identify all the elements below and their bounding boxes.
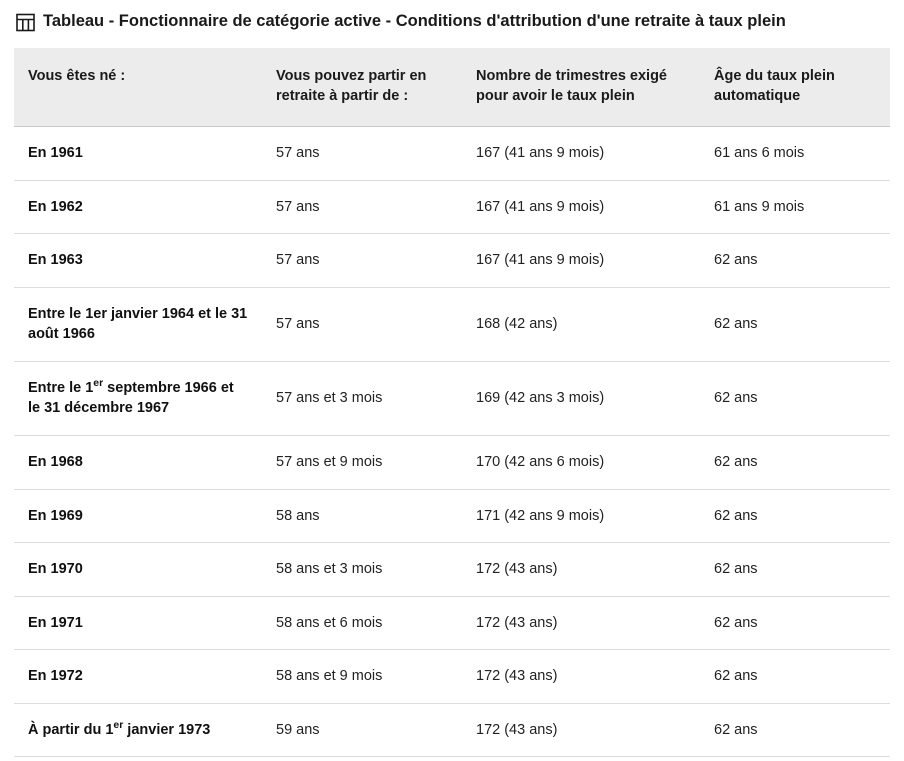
cell-quarters-required: 167 (41 ans 9 mois) bbox=[462, 180, 700, 234]
cell-departure-age: 58 ans bbox=[262, 489, 462, 543]
cell-automatic-full-rate-age: 62 ans bbox=[700, 234, 890, 288]
cell-departure-age: 57 ans et 9 mois bbox=[262, 435, 462, 489]
cell-automatic-full-rate-age: 62 ans bbox=[700, 596, 890, 650]
cell-birth: Entre le 1er janvier 1964 et le 31 août 1966 bbox=[14, 287, 262, 361]
cell-quarters-required: 167 (41 ans 9 mois) bbox=[462, 126, 700, 180]
cell-quarters-required: 169 (42 ans 3 mois) bbox=[462, 361, 700, 435]
cell-departure-age: 57 ans bbox=[262, 180, 462, 234]
cell-departure-age: 58 ans et 3 mois bbox=[262, 543, 462, 597]
cell-departure-age: 57 ans bbox=[262, 234, 462, 288]
cell-birth: En 1972 bbox=[14, 650, 262, 704]
cell-automatic-full-rate-age: 62 ans bbox=[700, 361, 890, 435]
cell-quarters-required: 167 (41 ans 9 mois) bbox=[462, 234, 700, 288]
cell-automatic-full-rate-age: 62 ans bbox=[700, 489, 890, 543]
table-row bbox=[14, 234, 890, 288]
table-row bbox=[14, 126, 890, 180]
cell-quarters-required: 172 (43 ans) bbox=[462, 596, 700, 650]
table-row bbox=[14, 543, 890, 597]
cell-automatic-full-rate-age: 62 ans bbox=[700, 703, 890, 757]
table-body bbox=[14, 126, 890, 757]
cell-birth: Entre le 1er septembre 1966 et le 31 décembre 1967 bbox=[14, 361, 262, 435]
cell-birth: En 1961 bbox=[14, 126, 262, 180]
table-header bbox=[14, 48, 890, 127]
column-header-automatic-full-rate-age: Âge du taux plein automatique bbox=[700, 48, 890, 127]
cell-automatic-full-rate-age: 62 ans bbox=[700, 650, 890, 704]
table-header-row bbox=[14, 48, 890, 127]
column-header-quarters-required: Nombre de trimestres exigé pour avoir le taux plein bbox=[462, 48, 700, 127]
cell-automatic-full-rate-age: 62 ans bbox=[700, 287, 890, 361]
table-caption-text: Tableau - Fonctionnaire de catégorie active - Conditions d'attribution d'une retraite à taux plein bbox=[43, 12, 786, 30]
cell-automatic-full-rate-age: 62 ans bbox=[700, 435, 890, 489]
table-row bbox=[14, 650, 890, 704]
table-row bbox=[14, 287, 890, 361]
table-row bbox=[14, 489, 890, 543]
cell-birth: En 1962 bbox=[14, 180, 262, 234]
cell-automatic-full-rate-age: 62 ans bbox=[700, 543, 890, 597]
table-caption bbox=[14, 8, 890, 34]
cell-departure-age: 57 ans bbox=[262, 287, 462, 361]
cell-departure-age: 58 ans et 9 mois bbox=[262, 650, 462, 704]
table-row bbox=[14, 703, 890, 757]
column-header-birth: Vous êtes né : bbox=[14, 48, 262, 127]
table-row bbox=[14, 361, 890, 435]
cell-automatic-full-rate-age: 61 ans 6 mois bbox=[700, 126, 890, 180]
table-row bbox=[14, 180, 890, 234]
cell-birth: En 1969 bbox=[14, 489, 262, 543]
cell-birth: En 1970 bbox=[14, 543, 262, 597]
cell-birth: À partir du 1er janvier 1973 bbox=[14, 703, 262, 757]
cell-quarters-required: 172 (43 ans) bbox=[462, 650, 700, 704]
cell-departure-age: 58 ans et 6 mois bbox=[262, 596, 462, 650]
table-row bbox=[14, 435, 890, 489]
cell-quarters-required: 168 (42 ans) bbox=[462, 287, 700, 361]
table-icon bbox=[16, 13, 35, 32]
cell-quarters-required: 171 (42 ans 9 mois) bbox=[462, 489, 700, 543]
cell-departure-age: 57 ans bbox=[262, 126, 462, 180]
cell-departure-age: 57 ans et 3 mois bbox=[262, 361, 462, 435]
cell-automatic-full-rate-age: 61 ans 9 mois bbox=[700, 180, 890, 234]
column-header-departure-age: Vous pouvez partir en retraite à partir de : bbox=[262, 48, 462, 127]
table-row bbox=[14, 596, 890, 650]
cell-quarters-required: 172 (43 ans) bbox=[462, 543, 700, 597]
cell-birth: En 1968 bbox=[14, 435, 262, 489]
cell-quarters-required: 172 (43 ans) bbox=[462, 703, 700, 757]
retirement-conditions-table bbox=[14, 48, 890, 758]
cell-quarters-required: 170 (42 ans 6 mois) bbox=[462, 435, 700, 489]
cell-birth: En 1971 bbox=[14, 596, 262, 650]
cell-birth: En 1963 bbox=[14, 234, 262, 288]
cell-departure-age: 59 ans bbox=[262, 703, 462, 757]
